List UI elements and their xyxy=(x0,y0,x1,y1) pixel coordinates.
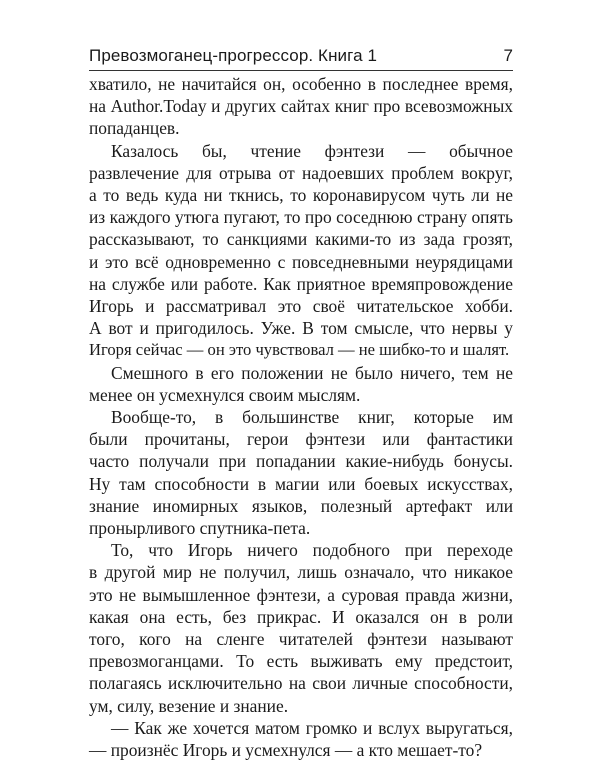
text-line: на Author.Today и других сайтах книг про всевозможных xyxy=(89,96,513,117)
text-line: Игорь и рассматривал это своё читательское хобби. xyxy=(89,296,513,317)
paragraph xyxy=(89,717,513,761)
text-line: Вообще-то, в большинстве книг, которые им xyxy=(111,407,513,428)
paragraph xyxy=(89,406,513,539)
text-line: какая она есть, без прикрас. И оказался он в роли xyxy=(89,606,513,627)
text-line: из каждого утюга пугают, то про соседнюю страну опять xyxy=(89,207,513,228)
paragraph xyxy=(89,140,513,362)
page-number: 7 xyxy=(503,46,513,65)
text-line: попаданцев. xyxy=(89,118,180,139)
text-line: а то ведь куда ни ткнись, то коронавирусом чуть ли не xyxy=(89,185,513,206)
running-header xyxy=(89,44,513,66)
text-line: часто получали при попадании какие-нибудь бонусы. xyxy=(89,451,513,472)
text-line: знание иномирных языков, полезный артефакт или xyxy=(89,495,513,516)
header-divider xyxy=(89,70,513,71)
text-line: хватило, не начитайся он, особенно в последнее время, xyxy=(89,74,513,94)
text-line: это не вымышленное фэнтези, а суровая правда жизни, xyxy=(89,584,513,605)
text-line: рассказывают, то санкциями какими-то из зада грозят, xyxy=(89,229,513,250)
text-line: ум, силу, везение и знание. xyxy=(89,695,289,716)
text-line: полагаясь исключительно на свои личные способности, xyxy=(89,673,513,694)
book-title: Превозмоганец-прогрессор. Книга 1 xyxy=(89,46,378,65)
paragraph xyxy=(89,362,513,406)
paragraph xyxy=(89,73,513,140)
text-line: и это всё одновременно с повседневными неурядицами xyxy=(89,251,513,272)
text-line: были прочитаны, герои фэнтези или фантастики xyxy=(89,429,513,450)
text-line: менее он усмехнулся своим мыслям. xyxy=(89,384,361,405)
text-line: — Как же хочется матом громко и вслух выругаться, xyxy=(111,717,513,738)
text-line: Игоря сейчас — он это чувствовал — не шибко-то и шалят. xyxy=(89,340,510,360)
text-line: Смешного в его положении не было ничего, тем не xyxy=(111,362,513,383)
text-line: пронырливого спутника-пета. xyxy=(89,518,311,539)
text-line: Казалось бы, чтение фэнтези — обычное xyxy=(111,140,513,161)
text-line: того, кого на сленге читателей фэнтези называют xyxy=(89,629,513,650)
text-line: превозмоганцами. То есть выживать ему предстоит, xyxy=(89,651,513,672)
text-line: А вот и пригодилось. Уже. В том смысле, что нервы у xyxy=(89,318,513,339)
paragraph xyxy=(89,539,513,717)
text-line: развлечение для отрыва от надоевших проблем вокруг, xyxy=(89,162,513,183)
text-line: То, что Игорь ничего подобного при переходе xyxy=(111,540,513,561)
text-line: Ну там способности в магии или боевых искусствах, xyxy=(89,473,513,494)
text-line: на службе или работе. Как приятное времяпровождение xyxy=(89,273,513,294)
text-line: — произнёс Игорь и усмехнулся — а кто мешает-то? xyxy=(89,740,483,761)
text-line: в другой мир не получил, лишь означало, что никакое xyxy=(89,562,513,583)
body-text xyxy=(89,73,513,761)
